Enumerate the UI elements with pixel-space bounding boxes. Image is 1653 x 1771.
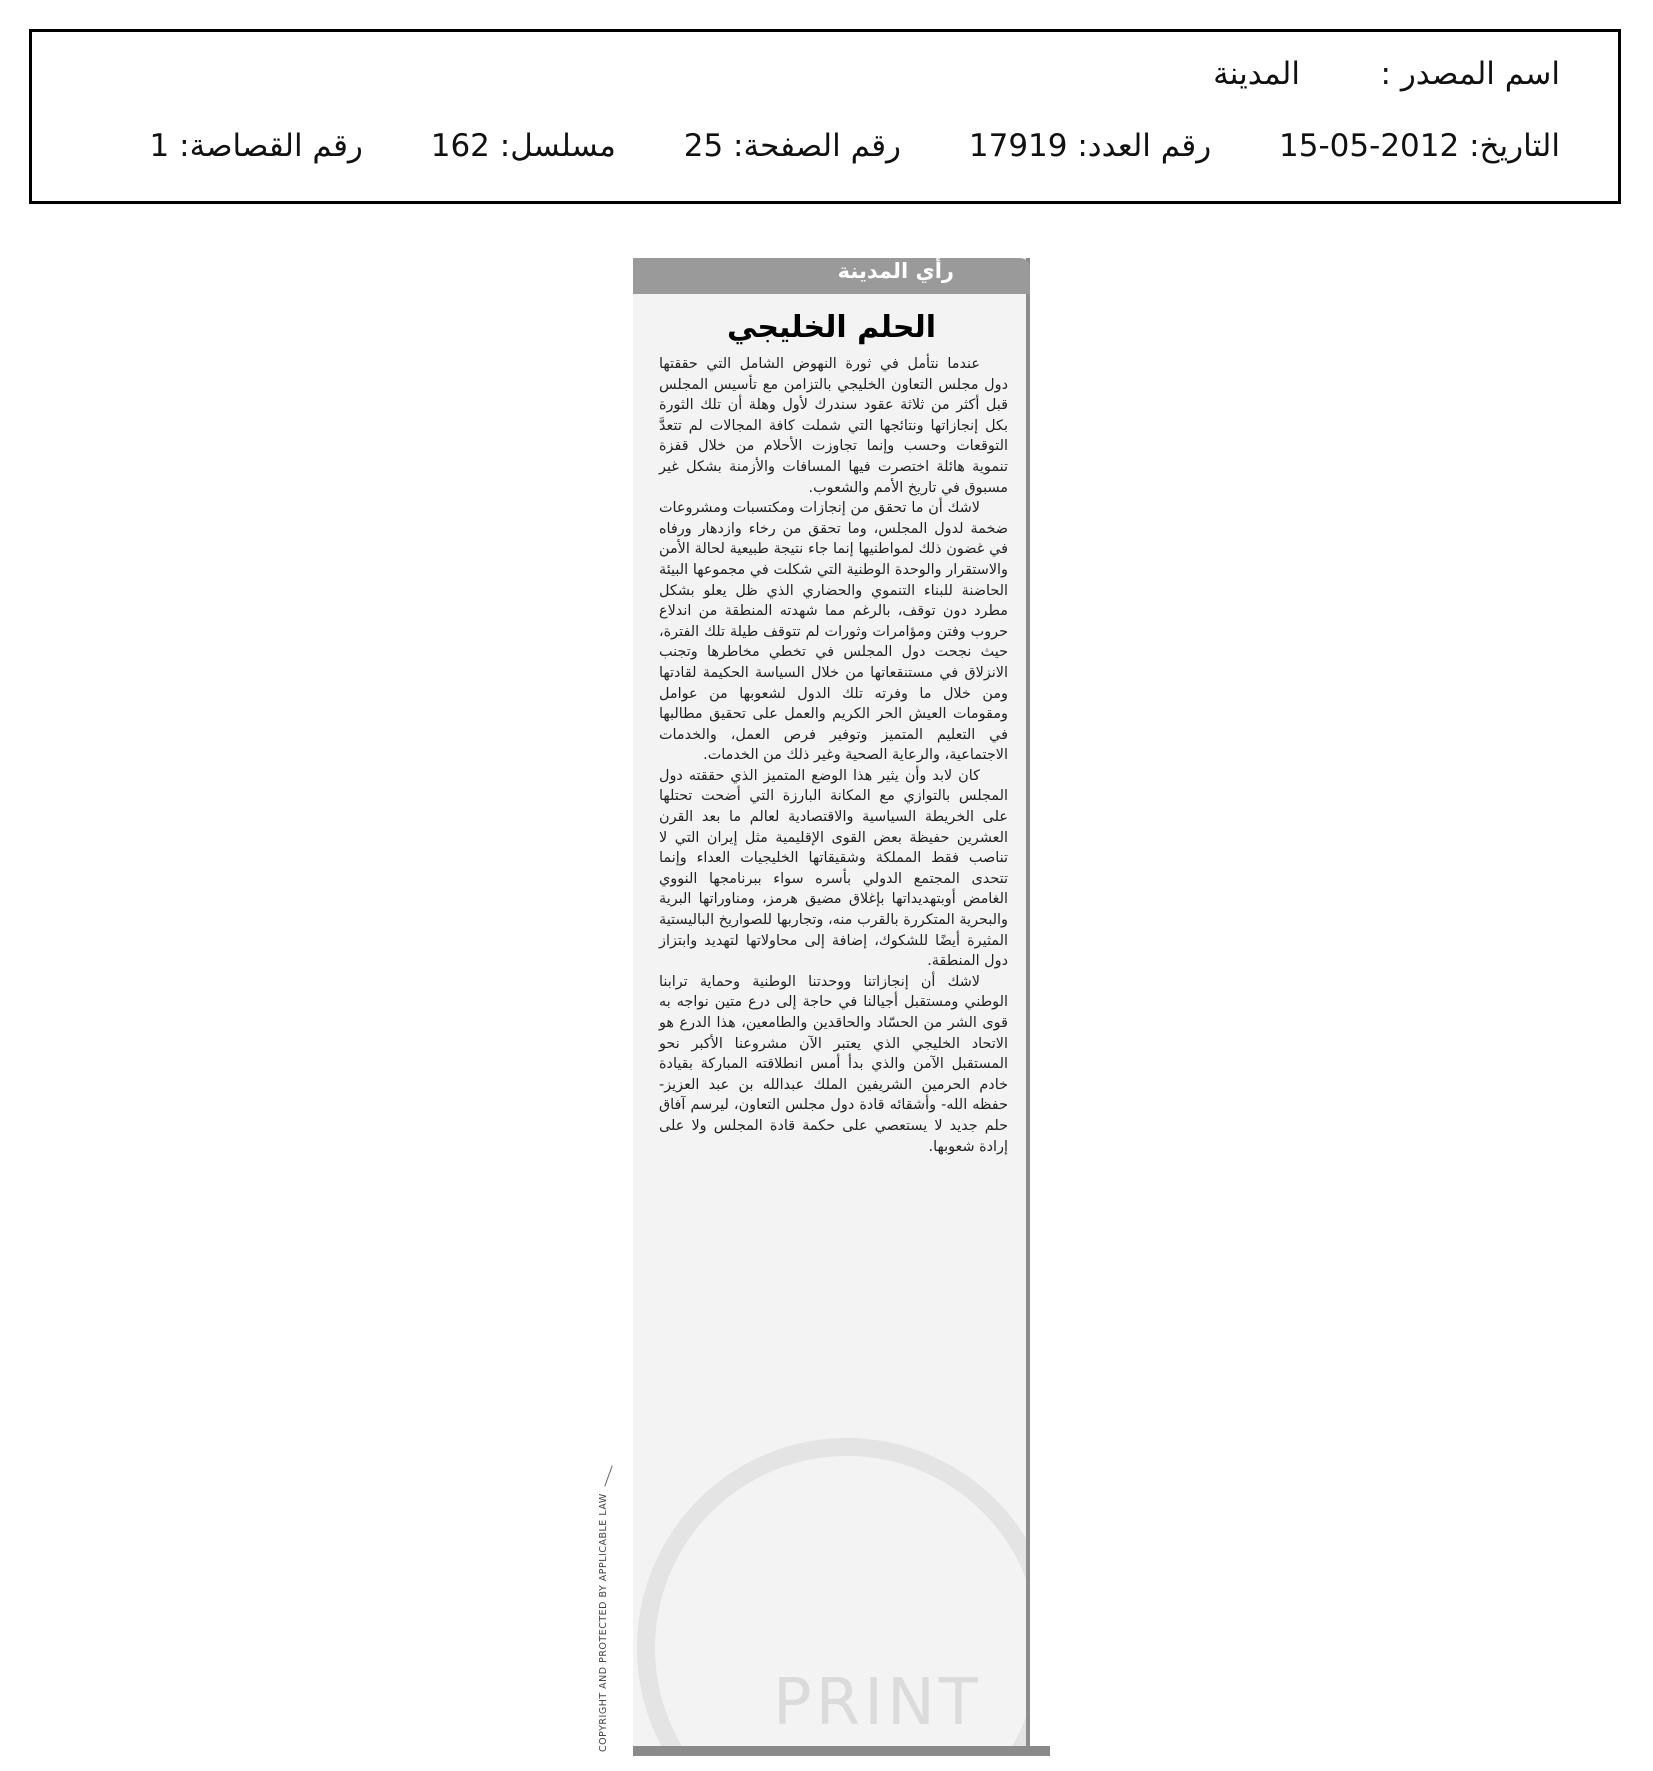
section-banner-title: رأي المدينة xyxy=(837,259,954,283)
page-field xyxy=(684,128,901,164)
page-label: رقم الصفحة: xyxy=(733,128,902,164)
date-value: 2012-05-15 xyxy=(1279,128,1460,164)
section-banner xyxy=(633,258,1030,294)
source-row xyxy=(1213,56,1560,92)
copyright-notice: COPYRIGHT AND PROTECTED BY APPLICABLE LAW xyxy=(598,1493,609,1752)
clip-number-field xyxy=(150,128,363,164)
article-paragraph: كان لابد وأن يثير هذا الوضع المتميز الذي حققته دول المجلس بالتوازي مع المكانة البارزة التي أضحت تحتلها على الخريطة السياسية والاقتصادية لعالم ما بعد القرن العشرين حفيظة بعض القوى الإقليمية مثل إيران التي لا تناصب فقط المملكة وشقيقاتها الخليجيات العداء وإنما تتحدى المجتمع الدولي بأسره سواء ببرنامجها النووي الغامض أوبتهديداتها بإغلاق مضيق هرمز، ومناوراتها البرية والبحرية المتكررة بالقرب منه، وتجاربها للصواريخ الباليستية المثيرة أيضًا للشكوك، إضافة إلى محاولاتها لتهديد وابتزاز دول المنطقة. xyxy=(659,767,1008,970)
clipping-metadata-box xyxy=(29,29,1621,204)
article-paragraph: لاشك أن ما تحقق من إنجازات ومكتسبات ومشروعات ضخمة لدول المجلس، وما تحقق من رخاء وازدهار ورفاه في غضون ذلك لمواطنيها إنما جاء نتيجة طبيعية لحالة الأمن والاستقرار والوحدة الوطنية التي شكلت في مجموعها البيئة الحاضنة للبناء التنموي والحضاري الذي ظل يعلو بشكل مطرد دون توقف، بالرغم مما شهدته المنطقة من اندلاع حروب وفتن ومؤامرات وثورات لم تتوقف طيلة تلك الفترة، حيث نجحت دول المجلس في تخطي مخاطرها وتجنب الانزلاق في مستنقعاتها من خلال السياسة الحكيمة لقادتها ومن خلال ما وفرته تلك الدول لشعوبها من عوامل ومقومات العيش الحر الكريم والعمل على تحقيق مطالبها في التعليم المتميز وتوفير فرص العمل، والخدمات الاجتماعية، والرعاية الصحية وغير ذلك من الخدمات. xyxy=(659,500,1008,764)
newspaper-clipping xyxy=(633,258,1030,1750)
source-value: المدينة xyxy=(1213,56,1300,92)
page-value: 25 xyxy=(683,128,724,164)
clip-number-value: 1 xyxy=(149,128,170,164)
serial-value: 162 xyxy=(430,128,490,164)
clip-number-label: رقم القصاصة: xyxy=(179,128,363,164)
clipping-bottom-rule xyxy=(633,1746,1050,1756)
issue-field xyxy=(969,128,1211,164)
date-field xyxy=(1279,128,1560,164)
details-row xyxy=(150,128,1560,164)
article-paragraph: عندما نتأمل في ثورة النهوض الشامل التي حققتها دول مجلس التعاون الخليجي بالتزامن مع تأسيس المجلس قبل أكثر من ثلاثة عقود سندرك لأول وهلة أن تلك الثورة بكل إنجازاتها ونتائجها التي شملت كافة المجالات لم تتعدَّ التوقعات وحسب وإنما تجاوزت الأحلام من خلال قفزة تنموية هائلة اختصرت فيها المسافات والأزمنة بشكل غير مسبوق في تاريخ الأمم والشعوب. xyxy=(659,356,1008,496)
column-rule xyxy=(1026,258,1030,1750)
date-label: التاريخ: xyxy=(1469,128,1560,164)
serial-field xyxy=(431,128,616,164)
watermark-seal xyxy=(637,1438,1030,1750)
article-paragraph: لاشك أن إنجازاتنا ووحدتنا الوطنية وحماية ترابنا الوطني ومستقبل أجيالنا في حاجة إلى درع متين نواجه به قوى الشر من الحسّاد والحاقدين والطامعين، هذا الدرع هو الاتحاد الخليجي الذي يعتبر الآن مشروعنا الأكبر نحو المستقبل الآمن والذي بدأ أمس انطلاقته المباركة بقيادة خادم الحرمين الشريفين الملك عبدالله بن عبد العزيز- حفظه الله- وأشقائه قادة دول مجلس التعاون، ليرسم آفاق حلم جديد لا يستعصي على حكمة قادة المجلس ولا على إرادة شعوبها. xyxy=(659,973,1008,1155)
article-body xyxy=(659,354,1008,1157)
issue-value: 17919 xyxy=(968,128,1068,164)
source-label: اسم المصدر : xyxy=(1380,56,1560,92)
issue-label: رقم العدد: xyxy=(1077,128,1212,164)
watermark-text: PRINT xyxy=(773,1666,982,1740)
serial-label: مسلسل: xyxy=(499,128,616,164)
article-headline: الحلم الخليجي xyxy=(726,310,937,345)
